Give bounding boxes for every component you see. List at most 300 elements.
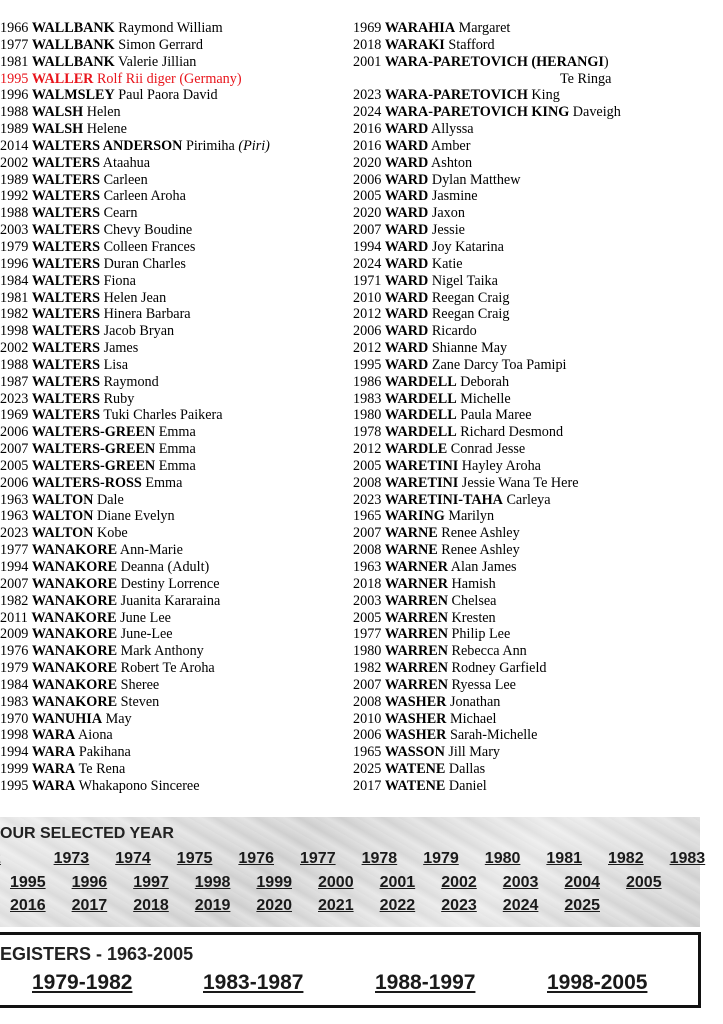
entry-given-names: King — [531, 87, 560, 104]
entry-surname: WARING — [384, 508, 445, 525]
entry-surname: WARD — [384, 289, 429, 306]
register-entry — [0, 610, 360, 627]
year-link[interactable]: 1973 — [53, 850, 90, 867]
entry-given-names: Emma — [158, 441, 196, 458]
entry-surname: WALLBANK — [31, 20, 115, 36]
entry-year: 2007 — [353, 525, 382, 542]
entry-surname: WARA-PARETOVICH KING — [384, 104, 570, 121]
register-entry — [353, 525, 713, 542]
entry-year: 1998 — [0, 323, 29, 340]
entry-year: 1986 — [353, 373, 382, 390]
entry-given-names: Fiona — [103, 272, 136, 289]
entry-surname: WANAKORE — [31, 660, 118, 677]
entry-given-names: Kobe — [96, 525, 128, 542]
year-link[interactable]: 1995 — [10, 874, 46, 891]
register-entry — [0, 374, 360, 391]
register-range-link[interactable]: 1983-1987 — [203, 971, 304, 994]
register-entry — [0, 626, 360, 643]
entry-surname: WARD — [384, 255, 429, 272]
entry-year: 1998 — [0, 727, 29, 744]
entry-given-names: Destiny Lorrence — [120, 575, 220, 592]
entry-given-names: Marilyn — [448, 508, 495, 525]
year-link[interactable]: 1999 — [256, 874, 292, 891]
entry-year: 1982 — [0, 592, 29, 609]
register-entry — [0, 424, 360, 441]
entry-year: 2006 — [0, 424, 29, 441]
entry-given-names: Te Rena — [78, 761, 126, 778]
register-entry — [0, 525, 360, 542]
year-link[interactable]: 1976 — [238, 850, 274, 867]
entry-year: 2016 — [353, 121, 382, 138]
entry-year: 2018 — [353, 575, 382, 592]
entry-surname: WATENE — [384, 777, 446, 794]
year-link[interactable]: 1979 — [423, 850, 459, 867]
year-link[interactable]: 2017 — [71, 897, 108, 914]
entry-year: 2018 — [353, 36, 382, 53]
year-link[interactable]: 2003 — [502, 874, 539, 891]
entry-surname: WARA — [31, 727, 76, 744]
register-entry — [0, 778, 360, 795]
register-entry — [353, 323, 713, 340]
entry-given-names: Emma — [158, 457, 196, 474]
entry-year: 1989 — [0, 121, 29, 138]
year-link[interactable]: 2022 — [379, 897, 416, 914]
entry-given-names: Chelsea — [451, 592, 497, 609]
entry-year: 1970 — [0, 710, 29, 727]
register-entry — [0, 694, 360, 711]
entry-surname: WARD — [384, 323, 429, 340]
entry-given-names: Helene — [86, 121, 127, 138]
year-link[interactable]: 2021 — [318, 897, 354, 914]
entry-year: 1984 — [0, 272, 29, 289]
entry-year: 2007 — [0, 441, 29, 458]
entry-given-names: Jasmine — [431, 188, 478, 205]
entry-surname: WARETINI-TAHA — [384, 491, 503, 508]
entry-year: 2020 — [353, 205, 382, 222]
entry-year: 1980 — [353, 407, 382, 424]
entry-year: 1965 — [353, 744, 382, 761]
entry-year: 1963 — [353, 559, 382, 575]
entry-year: 1969 — [353, 20, 382, 36]
year-link[interactable]: 2025 — [564, 897, 600, 914]
year-selector-heading: OUR SELECTED YEAR — [0, 825, 174, 842]
entry-surname: WALTERS — [31, 323, 101, 340]
year-row — [0, 874, 700, 896]
entry-year: 1995 — [353, 356, 382, 373]
entry-surname: WANAKORE — [31, 575, 118, 592]
register-entry — [353, 374, 713, 391]
entry-given-names: Cearn — [103, 205, 138, 222]
entry-year: 1976 — [0, 643, 29, 660]
entry-surname: WARD — [384, 222, 429, 239]
entry-given-names: Simon Gerrard — [118, 36, 203, 53]
register-entry — [353, 727, 713, 744]
entry-given-names: Deborah — [460, 373, 510, 390]
register-entry — [0, 104, 360, 121]
entry-given-names: Juanita Kararaina — [120, 592, 221, 609]
register-entry — [0, 172, 360, 189]
entry-given-names: Hinera Barbara — [103, 306, 191, 323]
register-entry — [353, 256, 713, 273]
entry-given-names: Dallas — [448, 761, 486, 778]
entry-given-names: Ruby — [103, 390, 135, 407]
entry-given-names: June-Lee — [120, 626, 173, 643]
entry-surname: WANAKORE — [31, 559, 118, 575]
register-entry — [353, 357, 713, 374]
entry-surname: WASHER — [384, 693, 447, 710]
year-link[interactable]: 2000 — [318, 874, 354, 891]
entry-surname: WALMSLEY — [31, 87, 115, 104]
entry-surname: WARREN — [384, 592, 448, 609]
entry-given-names: Ann-Marie — [119, 542, 183, 559]
register-entry — [353, 71, 713, 88]
register-entry — [353, 694, 713, 711]
register-entry — [353, 54, 713, 71]
year-link[interactable]: 2005 — [626, 874, 662, 891]
entry-year: 1996 — [0, 87, 29, 104]
entry-given-names: Jessie Wana Te Here — [461, 474, 579, 491]
entry-given-names: Diane Evelyn — [96, 508, 175, 525]
register-entry — [353, 87, 713, 104]
entry-year: 1979 — [0, 660, 29, 677]
entry-given-names: Colleen Frances — [103, 238, 196, 255]
register-entry — [0, 273, 360, 290]
entry-given-names: Allyssa — [431, 121, 474, 138]
entry-year: 1988 — [0, 104, 29, 121]
entry-surname: WARD — [384, 154, 429, 171]
entry-continuation: Te Ringa — [560, 70, 612, 87]
entry-year: 1965 — [353, 508, 382, 525]
year-link[interactable]: 1981 — [546, 850, 582, 867]
entry-surname: WARREN — [384, 609, 448, 626]
entry-surname: WARA — [31, 777, 76, 794]
year-link[interactable]: 2004 — [564, 874, 600, 891]
entry-surname: WARD — [384, 306, 429, 323]
register-entry — [0, 222, 360, 239]
entry-surname: WALTERS — [31, 272, 101, 289]
entry-year: 1984 — [0, 676, 29, 693]
register-entry — [353, 239, 713, 256]
entry-nickname: (Piri) — [238, 137, 270, 154]
register-entry — [0, 340, 360, 357]
entry-year: 1981 — [0, 289, 29, 306]
entry-year: 2008 — [353, 693, 382, 710]
register-entry — [0, 391, 360, 408]
entry-year: 2010 — [353, 289, 382, 306]
year-link[interactable]: 2018 — [133, 897, 169, 914]
entry-surname: WALTERS — [31, 188, 101, 205]
entry-given-names: Conrad Jesse — [450, 441, 526, 458]
entry-year: 2005 — [0, 457, 29, 474]
entry-year: 1994 — [353, 238, 382, 255]
register-entry — [0, 290, 360, 307]
register-entry — [0, 593, 360, 610]
register-entry — [353, 778, 713, 795]
entry-surname: WANAKORE — [31, 643, 118, 660]
entry-year: 1989 — [0, 171, 29, 188]
register-range-link[interactable]: 1979-1982 — [32, 971, 133, 994]
entry-surname: WARNER — [384, 559, 448, 575]
entry-surname: WARDELL — [384, 424, 457, 441]
entry-surname: WALTERS — [31, 390, 101, 407]
year-link[interactable]: 2024 — [502, 897, 539, 914]
register-entry — [0, 121, 360, 138]
register-entry — [0, 660, 360, 677]
year-link[interactable]: 2001 — [379, 874, 416, 891]
register-entry — [0, 357, 360, 374]
entry-year: 2002 — [0, 154, 29, 171]
entry-surname: WARNER — [384, 575, 448, 592]
register-entry — [353, 761, 713, 778]
year-link[interactable]: 1983 — [669, 850, 706, 867]
registers-heading: EGISTERS - 1963-2005 — [0, 944, 194, 964]
entry-year: 1999 — [0, 761, 29, 778]
entry-year: 1981 — [0, 53, 29, 70]
entry-given-names: Rolf Rii diger (Germany) — [96, 70, 242, 87]
register-entry — [0, 71, 360, 88]
entry-surname: WALTERS — [31, 171, 101, 188]
register-entry — [353, 20, 713, 37]
entry-given-names: Jessie — [431, 222, 465, 239]
entry-year: 1992 — [0, 188, 29, 205]
entry-year: 1994 — [0, 744, 29, 761]
entry-year: 1966 — [0, 20, 29, 36]
entry-year: 1988 — [0, 205, 29, 222]
entry-given-names: Amber — [431, 137, 471, 154]
register-entry — [0, 155, 360, 172]
entry-year: 1983 — [353, 390, 382, 407]
entry-surname: WARD — [384, 356, 429, 373]
entry-surname: WALTERS — [31, 373, 101, 390]
register-entry — [353, 306, 713, 323]
entry-year: 1982 — [0, 306, 29, 323]
entry-given-names: Michelle — [460, 390, 511, 407]
entry-given-names: Reegan Craig — [431, 306, 510, 323]
entry-year: 2016 — [353, 137, 382, 154]
entry-given-names: Helen Jean — [103, 289, 167, 306]
register-entry — [353, 660, 713, 677]
entry-surname: WASHER — [384, 727, 447, 744]
year-link[interactable]: 1980 — [484, 850, 521, 867]
entry-year: 2024 — [353, 104, 382, 121]
entry-surname: WALTERS — [31, 205, 101, 222]
register-entry — [0, 744, 360, 761]
year-link[interactable]: 2023 — [441, 897, 477, 914]
entry-given-names: Sarah-Michelle — [449, 727, 538, 744]
register-entry — [353, 542, 713, 559]
register-entry — [0, 441, 360, 458]
year-link[interactable]: 1982 — [608, 850, 644, 867]
register-entry — [353, 492, 713, 509]
entry-surname: WARREN — [384, 626, 448, 643]
entry-given-names: Daniel — [448, 777, 487, 794]
year-link[interactable]: 1978 — [361, 850, 398, 867]
register-range-link[interactable]: 1988-1997 — [375, 971, 476, 994]
entry-year: 2017 — [353, 777, 382, 794]
entry-surname: WANAKORE — [31, 542, 118, 559]
entry-given-names: Pakihana — [78, 744, 131, 761]
entry-year: 2006 — [353, 171, 382, 188]
entry-surname: WALLBANK — [31, 53, 115, 70]
year-selector-panel — [0, 817, 706, 927]
entry-year: 2007 — [353, 222, 382, 239]
entry-year: 1980 — [353, 643, 382, 660]
register-entry — [0, 643, 360, 660]
register-entry — [0, 239, 360, 256]
entry-given-names: Tuki Charles Paikera — [103, 407, 223, 424]
entry-given-names: Carleen Aroha — [103, 188, 186, 205]
entry-given-names: Chevy Boudine — [103, 222, 193, 239]
entry-year: 2005 — [353, 457, 382, 474]
entry-surname: WARNE — [384, 542, 438, 559]
entry-surname: WALSH — [31, 104, 84, 121]
entry-given-names: Joy Katarina — [431, 238, 504, 255]
entry-given-names: Paula Maree — [460, 407, 532, 424]
entry-year: 2007 — [353, 676, 382, 693]
entry-year: 1978 — [353, 424, 382, 441]
entry-given-names: Sheree — [120, 676, 160, 693]
registers-panel — [0, 932, 701, 1008]
entry-surname: WARDELL — [384, 390, 457, 407]
entry-given-names: Renee Ashley — [441, 542, 520, 559]
year-link[interactable]: 1997 — [133, 874, 169, 891]
entry-given-names: Nigel Taika — [431, 272, 498, 289]
register-entry — [0, 576, 360, 593]
entry-year: 2012 — [353, 441, 382, 458]
entry-year: 2002 — [0, 340, 29, 357]
entry-surname: WALLER — [31, 70, 94, 87]
year-link[interactable]: 1998 — [194, 874, 231, 891]
register-entry — [353, 222, 713, 239]
entry-surname: WANAKORE — [31, 609, 117, 626]
entry-surname: WARDLE — [384, 441, 448, 458]
entry-year: 2025 — [353, 761, 382, 778]
entry-given-names: Zane Darcy Toa Pamipi — [431, 356, 567, 373]
register-entry — [353, 188, 713, 205]
register-entry — [0, 542, 360, 559]
entry-surname: WASHER — [384, 710, 447, 727]
entry-year: 1987 — [0, 373, 29, 390]
entry-surname: WALLBANK — [31, 36, 115, 53]
entry-surname: WARA — [31, 761, 76, 778]
register-entry — [0, 37, 360, 54]
entry-surname: WALTON — [31, 491, 94, 508]
register-range-link[interactable]: 1998-2005 — [547, 971, 648, 994]
register-entry — [0, 323, 360, 340]
year-link[interactable]: 2020 — [256, 897, 292, 914]
entry-year: 2003 — [353, 592, 382, 609]
entry-surname: WATENE — [384, 761, 446, 778]
entry-given-names: Reegan Craig — [431, 289, 510, 306]
entry-given-names: Emma — [158, 424, 196, 441]
year-link[interactable]: 1975 — [176, 850, 213, 867]
entry-given-names: Duran Charles — [103, 255, 186, 272]
entry-surname: WARA — [31, 744, 76, 761]
entry-year: 1994 — [0, 559, 29, 575]
entry-year: 2003 — [0, 222, 29, 239]
entry-surname: WALTERS — [31, 238, 101, 255]
year-link[interactable]: 2002 — [441, 874, 477, 891]
register-entry — [353, 508, 713, 525]
entry-surname: WALTON — [31, 508, 94, 525]
year-row — [0, 850, 706, 872]
year-link[interactable]: 1977 — [300, 850, 336, 867]
register-entry — [0, 727, 360, 744]
entry-given-names: Daveigh — [572, 104, 621, 121]
entry-given-names: Lisa — [103, 356, 128, 373]
entry-given-names: Pirimiha — [185, 137, 235, 154]
entry-surname: WARD — [384, 205, 429, 222]
entry-surname: WARD — [384, 340, 429, 357]
entry-year: 2023 — [0, 525, 29, 542]
entry-year: 2011 — [0, 609, 28, 626]
register-entry — [0, 407, 360, 424]
entry-given-names: Carleya — [506, 491, 551, 508]
entry-surname: WALTERS ANDERSON — [31, 137, 183, 154]
entry-given-names: June Lee — [120, 609, 171, 626]
register-entry — [0, 711, 360, 728]
entry-year: 2012 — [353, 306, 382, 323]
register-entry — [0, 458, 360, 475]
year-link[interactable]: 2016 — [10, 897, 46, 914]
entry-year: 2006 — [353, 727, 382, 744]
entry-year: 2012 — [353, 340, 382, 357]
entry-given-names: Stafford — [448, 36, 495, 53]
register-entry — [0, 761, 360, 778]
register-entry — [0, 559, 360, 576]
entry-year: 2020 — [353, 154, 382, 171]
entry-given-names: Valerie Jillian — [118, 53, 197, 70]
entry-year: 1996 — [0, 255, 29, 272]
entry-given-names: Jill Mary — [448, 744, 501, 761]
entry-given-names: Rebecca Ann — [451, 643, 527, 660]
entry-given-names: Raymond — [103, 373, 159, 390]
register-entry — [353, 643, 713, 660]
entry-year: 2007 — [0, 575, 29, 592]
year-link[interactable] — [0, 850, 1, 868]
entry-surname: WARD — [384, 171, 429, 188]
entry-surname: WALTERS — [31, 340, 101, 357]
entry-given-names: Emma — [145, 474, 183, 491]
register-entry — [353, 458, 713, 475]
entry-given-names: James — [103, 340, 139, 357]
entry-surname: WANAKORE — [31, 626, 118, 643]
entry-given-names: Philip Lee — [451, 626, 511, 643]
entry-year: 1971 — [353, 272, 382, 289]
entry-surname: WALTERS — [31, 356, 101, 373]
year-link[interactable]: 1974 — [115, 850, 151, 867]
register-entry — [353, 559, 713, 576]
entry-surname: WALTERS-GREEN — [31, 424, 156, 441]
entry-surname: WARETINI — [384, 474, 459, 491]
entry-surname: WARREN — [384, 643, 448, 660]
entry-surname: WANAKORE — [31, 693, 118, 710]
register-entry — [0, 677, 360, 694]
year-link[interactable]: 2019 — [194, 897, 231, 914]
entry-year: 2005 — [353, 609, 382, 626]
entry-given-names: Alan James — [450, 559, 517, 575]
entry-given-names: Aiona — [78, 727, 113, 744]
entry-surname: WARREN — [384, 676, 448, 693]
entry-year: 2006 — [0, 474, 29, 491]
entry-year: 1963 — [0, 491, 29, 508]
register-entry — [353, 677, 713, 694]
register-entry — [0, 508, 360, 525]
entry-surname: WARAHIA — [384, 20, 456, 36]
year-link[interactable]: 1996 — [71, 874, 108, 891]
entry-year: 1988 — [0, 356, 29, 373]
register-entry — [353, 593, 713, 610]
